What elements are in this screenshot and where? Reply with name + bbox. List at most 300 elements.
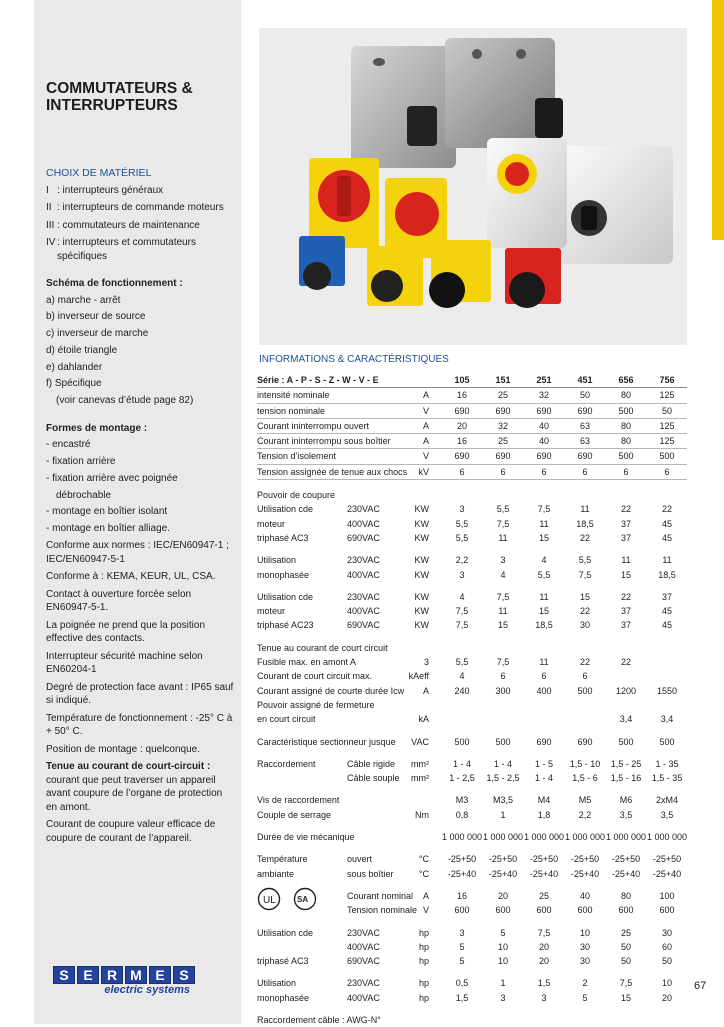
row-value: 80 bbox=[620, 436, 631, 447]
row-unit: °C bbox=[418, 854, 429, 865]
svg-text:UL: UL bbox=[263, 894, 276, 906]
tenue-heading: Tenue au courant de court-circuit : bbox=[46, 761, 211, 773]
row-unit: V bbox=[422, 905, 429, 916]
coupure-note: Courant de coupure valeur efficace de coupure de courant de l’appareil. bbox=[46, 819, 216, 844]
row-unit: KW bbox=[414, 606, 429, 617]
table-row bbox=[257, 488, 687, 502]
switch-red-black bbox=[505, 248, 561, 308]
table-row bbox=[257, 712, 687, 726]
row-sublabel: 690VAC bbox=[347, 532, 380, 543]
sidebar-note: Interrupteur sécurité machine selon EN60204-1 bbox=[46, 650, 203, 676]
row-value: 500 bbox=[454, 736, 470, 747]
row-value: -25+50 bbox=[529, 854, 559, 865]
row-value: 1 - 4 bbox=[452, 758, 471, 769]
row-value: 40 bbox=[579, 890, 590, 901]
row-unit: KW bbox=[414, 620, 429, 631]
row-value: 4 bbox=[541, 555, 547, 566]
row-unit: A bbox=[422, 436, 429, 447]
row-value: 3,5 bbox=[619, 809, 633, 820]
sidebar-note: Degré de protection face avant : IP65 sauf si indiqué. bbox=[46, 681, 234, 707]
row-value: 1 - 35 bbox=[655, 758, 679, 769]
formes-item: - montage en boîtier alliage. bbox=[46, 523, 170, 535]
row-value: 20 bbox=[538, 941, 549, 952]
row-unit: hp bbox=[418, 978, 429, 989]
row-value: 7,5 bbox=[619, 978, 633, 989]
row-value: 16 bbox=[456, 390, 467, 401]
row-value: 50 bbox=[661, 405, 672, 416]
row-value: 240 bbox=[454, 685, 470, 696]
row-sublabel: 230VAC bbox=[347, 555, 380, 566]
row-unit: V bbox=[422, 451, 429, 462]
row-value: 11 bbox=[498, 532, 508, 543]
table-row bbox=[257, 684, 687, 698]
row-value: 37 bbox=[620, 532, 631, 543]
row-value: 6 bbox=[459, 466, 465, 477]
row-value: 7,5 bbox=[578, 569, 592, 580]
row-value: 400 bbox=[536, 685, 552, 696]
row-label: triphasé AC23 bbox=[257, 620, 314, 631]
row-value: 63 bbox=[579, 436, 590, 447]
table-row bbox=[257, 852, 687, 866]
row-unit: 3 bbox=[423, 657, 429, 668]
formes-item: débrochable bbox=[56, 489, 112, 501]
row-value: 11 bbox=[662, 555, 672, 566]
schema-item: b) inverseur de source bbox=[46, 311, 146, 323]
row-value: 11 bbox=[539, 591, 549, 602]
row-value: 50 bbox=[661, 956, 672, 967]
row-label: moteur bbox=[257, 518, 286, 529]
table-spacer bbox=[257, 785, 687, 793]
table-spacer bbox=[257, 480, 687, 488]
table-row bbox=[257, 388, 687, 403]
row-label: moteur bbox=[257, 606, 286, 617]
row-label: intensité nominale bbox=[257, 390, 330, 401]
row-value: 500 bbox=[577, 685, 593, 696]
row-value: 3 bbox=[459, 927, 465, 938]
row-label: Tension assignée de tenue aux chocs bbox=[257, 466, 408, 477]
row-value: 1,5 - 25 bbox=[610, 758, 642, 769]
row-value: -25+40 bbox=[447, 868, 477, 879]
table-row bbox=[257, 757, 687, 771]
table-row bbox=[257, 655, 687, 669]
row-value: 7,5 bbox=[455, 606, 469, 617]
row-label: Utilisation cde bbox=[257, 504, 314, 515]
row-label: Raccordement câble : AWG-N° bbox=[257, 1014, 381, 1025]
row-sublabel: 230VAC bbox=[347, 927, 380, 938]
row-value: -25+50 bbox=[570, 854, 600, 865]
series-value: 251 bbox=[536, 375, 552, 385]
row-value: 32 bbox=[538, 390, 549, 401]
row-unit: KW bbox=[414, 591, 429, 602]
row-value: 125 bbox=[659, 420, 675, 431]
row-unit: kA bbox=[418, 714, 429, 725]
row-value: 40 bbox=[538, 436, 549, 447]
row-unit: mm² bbox=[411, 773, 429, 784]
row-label: Vis de raccordement bbox=[257, 795, 340, 806]
row-value: -25+50 bbox=[611, 854, 641, 865]
table-row bbox=[257, 940, 687, 954]
svg-text:SA: SA bbox=[297, 894, 309, 904]
row-value: 60 bbox=[661, 941, 672, 952]
row-value: 500 bbox=[618, 736, 634, 747]
row-value: 80 bbox=[620, 420, 631, 431]
sidebar-note: Position de montage : quelconque. bbox=[46, 743, 200, 755]
table-spacer bbox=[257, 582, 687, 590]
choix-number: III bbox=[46, 219, 55, 231]
row-label: tension nominale bbox=[257, 405, 326, 416]
row-value: 1 000 000 bbox=[605, 832, 647, 843]
row-value: 1 000 000 bbox=[564, 832, 606, 843]
row-value: 30 bbox=[579, 941, 590, 952]
row-value: 5 bbox=[582, 992, 588, 1003]
row-value: 1,8 bbox=[537, 809, 551, 820]
table-row bbox=[257, 404, 687, 419]
row-label: Température bbox=[257, 854, 308, 865]
choix-number: IV bbox=[46, 237, 56, 248]
row-value: -25+40 bbox=[611, 868, 641, 879]
table-row bbox=[257, 771, 687, 785]
row-label: Utilisation bbox=[257, 978, 297, 989]
row-value: 1 bbox=[500, 978, 506, 989]
switches-illustration bbox=[259, 28, 687, 345]
row-value: 5,5 bbox=[578, 555, 592, 566]
schema-item: d) étoile triangle bbox=[46, 344, 118, 356]
row-value: 4 bbox=[500, 569, 506, 580]
row-value: 25 bbox=[497, 390, 508, 401]
row-label: ambiante bbox=[257, 868, 295, 879]
row-sublabel: Tension nominale bbox=[347, 905, 418, 916]
sidebar-note: Conforme aux normes : IEC/EN60947-1 ; IEC/EN60947-5-1 bbox=[46, 540, 229, 565]
row-value: 600 bbox=[495, 905, 511, 916]
row-value: 40 bbox=[538, 420, 549, 431]
row-value: 500 bbox=[618, 451, 634, 462]
row-value: 30 bbox=[661, 927, 672, 938]
row-value: -25+40 bbox=[652, 868, 682, 879]
row-value: 690 bbox=[454, 405, 470, 416]
row-unit: hp bbox=[418, 956, 429, 967]
table-spacer bbox=[257, 1005, 687, 1013]
row-unit: hp bbox=[418, 992, 429, 1003]
row-value: 2,2 bbox=[455, 555, 469, 566]
spec-table bbox=[257, 373, 687, 1027]
table-row bbox=[257, 830, 687, 844]
series-value: 151 bbox=[495, 375, 511, 385]
row-value: 300 bbox=[495, 685, 511, 696]
row-sublabel: 230VAC bbox=[347, 591, 380, 602]
row-value: 20 bbox=[456, 420, 467, 431]
choix-item bbox=[46, 201, 236, 215]
row-value: -25+40 bbox=[529, 868, 559, 879]
enclosure-white-right bbox=[555, 146, 673, 264]
sidebar-note: Contact à ouverture forcée selon EN60947-5-1. bbox=[46, 588, 192, 614]
row-value: 50 bbox=[620, 941, 631, 952]
row-value: 1 000 000 bbox=[482, 832, 524, 843]
row-value: 3,5 bbox=[660, 809, 674, 820]
row-value: 11 bbox=[539, 518, 549, 529]
row-value: 18,5 bbox=[535, 620, 553, 631]
enclosure-white-middle bbox=[487, 138, 567, 248]
table-row bbox=[257, 517, 687, 531]
row-label: Tenue au courant de court circuit bbox=[257, 642, 388, 653]
row-value: 10 bbox=[497, 956, 508, 967]
row-value: 22 bbox=[579, 606, 590, 617]
row-label: Utilisation cde bbox=[257, 927, 314, 938]
row-label: Courant ininterrompu ouvert bbox=[257, 420, 370, 431]
row-value: 30 bbox=[579, 956, 590, 967]
row-label: Courant ininterrompu sous boîtier bbox=[257, 436, 391, 447]
row-value: 6 bbox=[541, 671, 547, 682]
row-value: 18,5 bbox=[576, 518, 594, 529]
row-label: Utilisation cde bbox=[257, 591, 314, 602]
row-value: 3,4 bbox=[660, 714, 674, 725]
row-value: M5 bbox=[578, 795, 592, 806]
row-value: 600 bbox=[577, 905, 593, 916]
row-sublabel: 230VAC bbox=[347, 978, 380, 989]
row-value: 0,5 bbox=[455, 978, 469, 989]
row-unit: kAeff bbox=[408, 671, 429, 682]
row-value: 16 bbox=[456, 890, 467, 901]
row-value: 15 bbox=[497, 620, 508, 631]
tenue-text: courant que peut traverser un appareil avant coupure de l’organe de protection en amont. bbox=[46, 774, 223, 813]
formes-heading: Formes de montage : bbox=[46, 422, 148, 434]
row-value: 3 bbox=[500, 992, 506, 1003]
row-sublabel: 400VAC bbox=[347, 941, 380, 952]
row-value: 32 bbox=[497, 420, 508, 431]
row-value: 1 - 4 bbox=[493, 758, 512, 769]
switch-yellow-black-2 bbox=[429, 240, 491, 308]
sermes-logo bbox=[53, 966, 198, 999]
formes-item: - encastré bbox=[46, 439, 91, 451]
logo-subtitle: electric systems bbox=[104, 984, 190, 996]
info-heading: INFORMATIONS & CARACTÉRISTIQUES bbox=[259, 354, 449, 365]
row-label: Utilisation bbox=[257, 555, 297, 566]
table-row bbox=[257, 954, 687, 968]
table-spacer bbox=[257, 727, 687, 735]
row-value: 7,5 bbox=[496, 657, 510, 668]
sidebar-content bbox=[46, 80, 236, 849]
row-value: M3 bbox=[455, 795, 469, 806]
sidebar bbox=[34, 0, 241, 1024]
row-value: 45 bbox=[661, 606, 672, 617]
row-value: 0,8 bbox=[455, 809, 469, 820]
logo-letter: S bbox=[173, 966, 195, 984]
choix-item bbox=[46, 236, 236, 263]
row-value: 5,5 bbox=[496, 504, 510, 515]
row-value: 10 bbox=[579, 927, 590, 938]
table-row bbox=[257, 698, 687, 712]
row-value: 3 bbox=[459, 569, 465, 580]
choix-heading: CHOIX DE MATÉRIEL bbox=[46, 167, 152, 179]
row-label: Pouvoir assigné de fermeture bbox=[257, 699, 375, 710]
table-row bbox=[257, 903, 687, 917]
row-value: 6 bbox=[500, 466, 506, 477]
row-value: 3 bbox=[541, 992, 547, 1003]
row-value: 6 bbox=[664, 466, 670, 477]
table-row bbox=[257, 434, 687, 449]
row-value: 1,5 bbox=[455, 992, 469, 1003]
choix-text: : interrupteurs et commutateurs spécifiques bbox=[57, 237, 196, 262]
row-value: 22 bbox=[620, 657, 631, 668]
row-value: M3,5 bbox=[492, 795, 513, 806]
table-spacer bbox=[257, 881, 687, 889]
row-unit: KW bbox=[414, 532, 429, 543]
row-value: 15 bbox=[538, 532, 549, 543]
table-row bbox=[257, 502, 687, 516]
row-value: 6 bbox=[500, 671, 506, 682]
formes-list bbox=[46, 438, 236, 535]
row-sublabel: Câble souple bbox=[347, 773, 400, 784]
row-value: 25 bbox=[538, 890, 549, 901]
table-spacer bbox=[257, 545, 687, 553]
row-value: 1,5 - 10 bbox=[569, 758, 601, 769]
logo-letter: S bbox=[53, 966, 75, 984]
row-label: monophasée bbox=[257, 992, 310, 1003]
table-row bbox=[257, 1013, 687, 1027]
row-value: 16 bbox=[456, 436, 467, 447]
row-value: 37 bbox=[620, 518, 631, 529]
row-value: 1,5 - 35 bbox=[651, 773, 683, 784]
row-sublabel: 690VAC bbox=[347, 620, 380, 631]
row-value: 10 bbox=[497, 941, 508, 952]
title-line-2: INTERRUPTEURS bbox=[46, 97, 178, 114]
notes-list bbox=[46, 539, 236, 756]
row-unit: hp bbox=[418, 927, 429, 938]
table-row bbox=[257, 641, 687, 655]
row-value: 15 bbox=[579, 591, 590, 602]
row-value: 11 bbox=[621, 555, 631, 566]
table-spacer bbox=[257, 633, 687, 641]
section-tab-marker bbox=[712, 0, 724, 240]
choix-text: : commutateurs de maintenance bbox=[57, 219, 200, 231]
row-unit: Nm bbox=[415, 809, 429, 820]
series-value: 451 bbox=[577, 375, 593, 385]
enclosure-grey-left bbox=[351, 46, 456, 168]
schema-item: c) inverseur de marche bbox=[46, 328, 149, 340]
row-value: 22 bbox=[661, 504, 672, 515]
row-value: 600 bbox=[618, 905, 634, 916]
row-value: 1,5 - 6 bbox=[572, 773, 598, 784]
row-sublabel: Courant nominal bbox=[347, 890, 414, 901]
row-value: 1 000 000 bbox=[441, 832, 483, 843]
row-unit: mm² bbox=[411, 758, 429, 769]
row-value: 7,5 bbox=[455, 620, 469, 631]
row-value: 2,2 bbox=[578, 809, 592, 820]
logo-letter: R bbox=[101, 966, 123, 984]
row-label: triphasé AC3 bbox=[257, 532, 309, 543]
row-label: Durée de vie mécanique bbox=[257, 832, 355, 843]
row-value: 1 - 5 bbox=[534, 758, 553, 769]
row-value: 25 bbox=[497, 436, 508, 447]
row-value: 20 bbox=[538, 956, 549, 967]
row-value: 690 bbox=[495, 405, 511, 416]
sidebar-note: Température de fonctionnement : -25° C à + 50° C. bbox=[46, 712, 233, 738]
formes-item: - fixation arrière bbox=[46, 456, 116, 468]
row-unit: KW bbox=[414, 569, 429, 580]
row-value: 690 bbox=[536, 405, 552, 416]
table-row bbox=[257, 604, 687, 618]
row-label: Couple de serrage bbox=[257, 809, 332, 820]
row-value: 25 bbox=[620, 927, 631, 938]
row-sublabel: 400VAC bbox=[347, 569, 380, 580]
row-value: 5,5 bbox=[455, 532, 469, 543]
row-value: 45 bbox=[661, 532, 672, 543]
schema-item: e) dahlander bbox=[46, 361, 103, 373]
row-value: 5,5 bbox=[455, 657, 469, 668]
row-value: 22 bbox=[579, 532, 590, 543]
table-row bbox=[257, 808, 687, 822]
sidebar-note: La poignée ne prend que la position effective des contacts. bbox=[46, 619, 206, 645]
row-value: 1 000 000 bbox=[646, 832, 688, 843]
table-row bbox=[257, 991, 687, 1005]
table-row bbox=[257, 590, 687, 604]
choix-text: : interrupteurs de commande moteurs bbox=[57, 202, 224, 213]
row-value: 15 bbox=[620, 992, 631, 1003]
choix-number: II bbox=[46, 202, 52, 213]
row-value: 690 bbox=[577, 451, 593, 462]
row-label: Pouvoir de coupure bbox=[257, 490, 336, 501]
row-sublabel: ouvert bbox=[347, 854, 373, 865]
formes-item: - montage en boîtier isolant bbox=[46, 506, 168, 518]
table-row bbox=[257, 449, 687, 464]
choix-item bbox=[46, 219, 236, 233]
row-value: 7,5 bbox=[537, 927, 551, 938]
row-value: M6 bbox=[619, 795, 633, 806]
row-value: 37 bbox=[620, 620, 631, 631]
row-sublabel: 230VAC bbox=[347, 504, 380, 515]
switch-blue-black bbox=[299, 236, 345, 290]
row-value: 11 bbox=[580, 504, 590, 515]
series-label: Série : A - P - S - Z - W - V - E bbox=[257, 375, 379, 385]
row-value: 100 bbox=[659, 890, 675, 901]
tenue-note bbox=[46, 760, 236, 814]
row-unit: A bbox=[422, 685, 429, 696]
row-unit: A bbox=[422, 420, 429, 431]
series-value: 105 bbox=[454, 375, 470, 385]
row-value: 22 bbox=[620, 591, 631, 602]
row-value: 1,5 bbox=[537, 978, 551, 989]
row-value: 500 bbox=[659, 736, 675, 747]
row-value: 4 bbox=[459, 671, 465, 682]
row-value: 15 bbox=[620, 569, 631, 580]
row-value: -25+40 bbox=[570, 868, 600, 879]
row-unit: KW bbox=[414, 504, 429, 515]
row-value: 600 bbox=[454, 905, 470, 916]
row-value: -25+50 bbox=[652, 854, 682, 865]
table-row bbox=[257, 735, 687, 749]
row-value: 6 bbox=[582, 466, 588, 477]
row-value: 500 bbox=[659, 451, 675, 462]
row-label: monophasée bbox=[257, 569, 310, 580]
row-value: 45 bbox=[661, 620, 672, 631]
row-unit: A bbox=[422, 890, 429, 901]
table-row bbox=[257, 889, 687, 906]
row-value: 10 bbox=[661, 978, 672, 989]
row-value: 20 bbox=[661, 992, 672, 1003]
table-spacer bbox=[257, 822, 687, 830]
row-unit: V bbox=[422, 405, 429, 416]
row-label: Courant de court circuit max. bbox=[257, 671, 373, 682]
row-unit: hp bbox=[418, 941, 429, 952]
row-value: 45 bbox=[661, 518, 672, 529]
table-row bbox=[257, 976, 687, 990]
logo-letter: E bbox=[77, 966, 99, 984]
switch-red-yellow-1 bbox=[309, 158, 379, 248]
row-value: 22 bbox=[620, 504, 631, 515]
row-value: 1200 bbox=[615, 685, 637, 696]
table-row bbox=[257, 531, 687, 545]
table-row bbox=[257, 793, 687, 807]
row-value: 690 bbox=[577, 405, 593, 416]
